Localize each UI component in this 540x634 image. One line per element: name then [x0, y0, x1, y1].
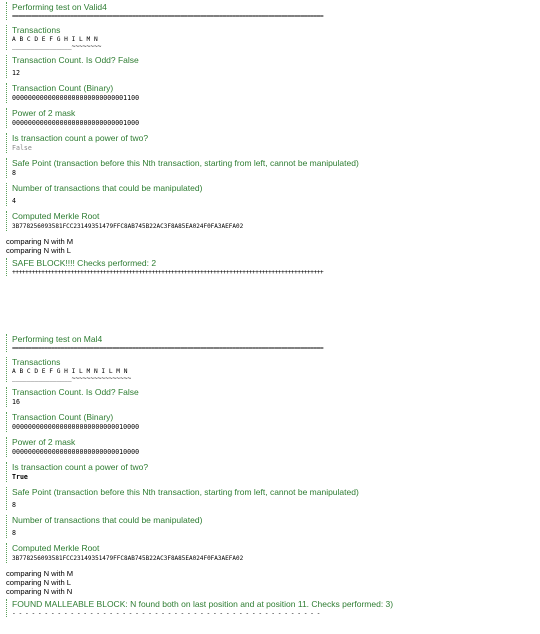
comparisons	[6, 237, 536, 255]
merkle-root-label: Computed Merkle Root	[12, 543, 100, 553]
comparisons	[6, 569, 536, 596]
result-section	[6, 258, 536, 276]
binary-label: Transaction Count (Binary)	[12, 412, 114, 422]
count-label: Transaction Count. Is Odd? False	[12, 55, 139, 65]
safe-point-section	[6, 158, 536, 178]
mask-value: 00000000000000000000000000001000	[12, 119, 140, 127]
count-value: 12	[12, 69, 20, 77]
manipulated-section	[6, 515, 536, 538]
transactions-label: Transactions	[12, 25, 61, 35]
test-header	[6, 334, 536, 352]
binary-section	[6, 412, 536, 432]
manipulated-value: 8	[12, 529, 16, 537]
binary-label: Transaction Count (Binary)	[12, 83, 114, 93]
power-value: False	[12, 144, 32, 152]
comparison-line: comparing N with M	[6, 237, 74, 246]
test-title: Performing test on Valid4	[12, 2, 107, 12]
count-label: Transaction Count. Is Odd? False	[12, 387, 139, 397]
transactions-marks: ________________~~~~~~~~	[12, 43, 102, 50]
binary-section	[6, 83, 536, 103]
mask-label: Power of 2 mask	[12, 437, 76, 447]
power-section	[6, 462, 536, 482]
transactions-section	[6, 25, 536, 50]
count-value: 16	[12, 398, 20, 406]
comparison-line: comparing N with N	[6, 587, 73, 596]
test-title: Performing test on Mal4	[12, 334, 103, 344]
manipulated-label: Number of transactions that could be manipulated)	[12, 515, 203, 525]
test-block-mal4	[6, 334, 536, 617]
mask-section	[6, 108, 536, 128]
result-section	[6, 599, 536, 617]
comparison-line: comparing N with M	[6, 569, 74, 578]
safe-point-label: Safe Point (transaction before this Nth transaction, starting from left, cannot be manipulated)	[12, 158, 359, 168]
manipulated-section	[6, 183, 536, 206]
separator-line: ================================================================================================	[12, 345, 324, 352]
separator-line: ================================================================================================	[12, 13, 324, 20]
transactions-marks: ________________~~~~~~~~~~~~~~~~	[12, 375, 132, 382]
manipulated-value: 4	[12, 197, 16, 205]
comparison-line: comparing N with L	[6, 246, 71, 255]
count-section	[6, 387, 536, 407]
transactions-label: Transactions	[12, 357, 61, 367]
end-separator: ++++++++++++++++++++++++++++++++++++++++++++++++++++++++++++++++++++++++++++++++++++++++++++++++	[12, 269, 324, 276]
manipulated-label: Number of transactions that could be manipulated)	[12, 183, 203, 193]
mask-label: Power of 2 mask	[12, 108, 76, 118]
transactions-section	[6, 357, 536, 382]
power-label: Is transaction count a power of two?	[12, 462, 149, 472]
count-section	[6, 55, 536, 78]
test-header	[6, 2, 536, 20]
merkle-root-section	[6, 543, 536, 563]
end-separator: - - - - - - - - - - - - - - - - - - - - - - - - - - - - - - - - - - - - - - - - - - - - - - - -	[12, 610, 320, 617]
transactions-list: A B C D E F G H I L M N I L M N	[12, 368, 128, 375]
safe-point-section	[6, 487, 536, 510]
safe-point-value: 8	[12, 169, 16, 177]
power-section	[6, 133, 536, 153]
merkle-root-label: Computed Merkle Root	[12, 211, 100, 221]
safe-point-value: 8	[12, 501, 16, 509]
result-text: FOUND MALLEABLE BLOCK: N found both on last position and at position 11. Checks performed: 3)	[12, 599, 394, 609]
merkle-root-section	[6, 211, 536, 231]
transactions-list: A B C D E F G H I L M N	[12, 36, 98, 43]
mask-section	[6, 437, 536, 457]
comparison-line: comparing N with L	[6, 578, 71, 587]
merkle-root-value: 3B778256093581FCC23149351479FFC8AB745B22AC3F8A85EA024F0FA3AEFA02	[12, 555, 244, 562]
power-label: Is transaction count a power of two?	[12, 133, 149, 143]
binary-value: 00000000000000000000000000010000	[12, 423, 140, 431]
result-text: SAFE BLOCK!!!! Checks performed: 2	[12, 258, 157, 268]
mask-value: 00000000000000000000000000010000	[12, 448, 140, 456]
binary-value: 00000000000000000000000000001100	[12, 94, 140, 102]
power-value: True	[12, 473, 28, 481]
test-block-valid4	[6, 2, 536, 276]
merkle-root-value: 3B778256093581FCC23149351479FFC8AB745B22AC3F8A85EA024F0FA3AEFA02	[12, 223, 244, 230]
safe-point-label: Safe Point (transaction before this Nth transaction, starting from left, cannot be manipulated)	[12, 487, 359, 497]
